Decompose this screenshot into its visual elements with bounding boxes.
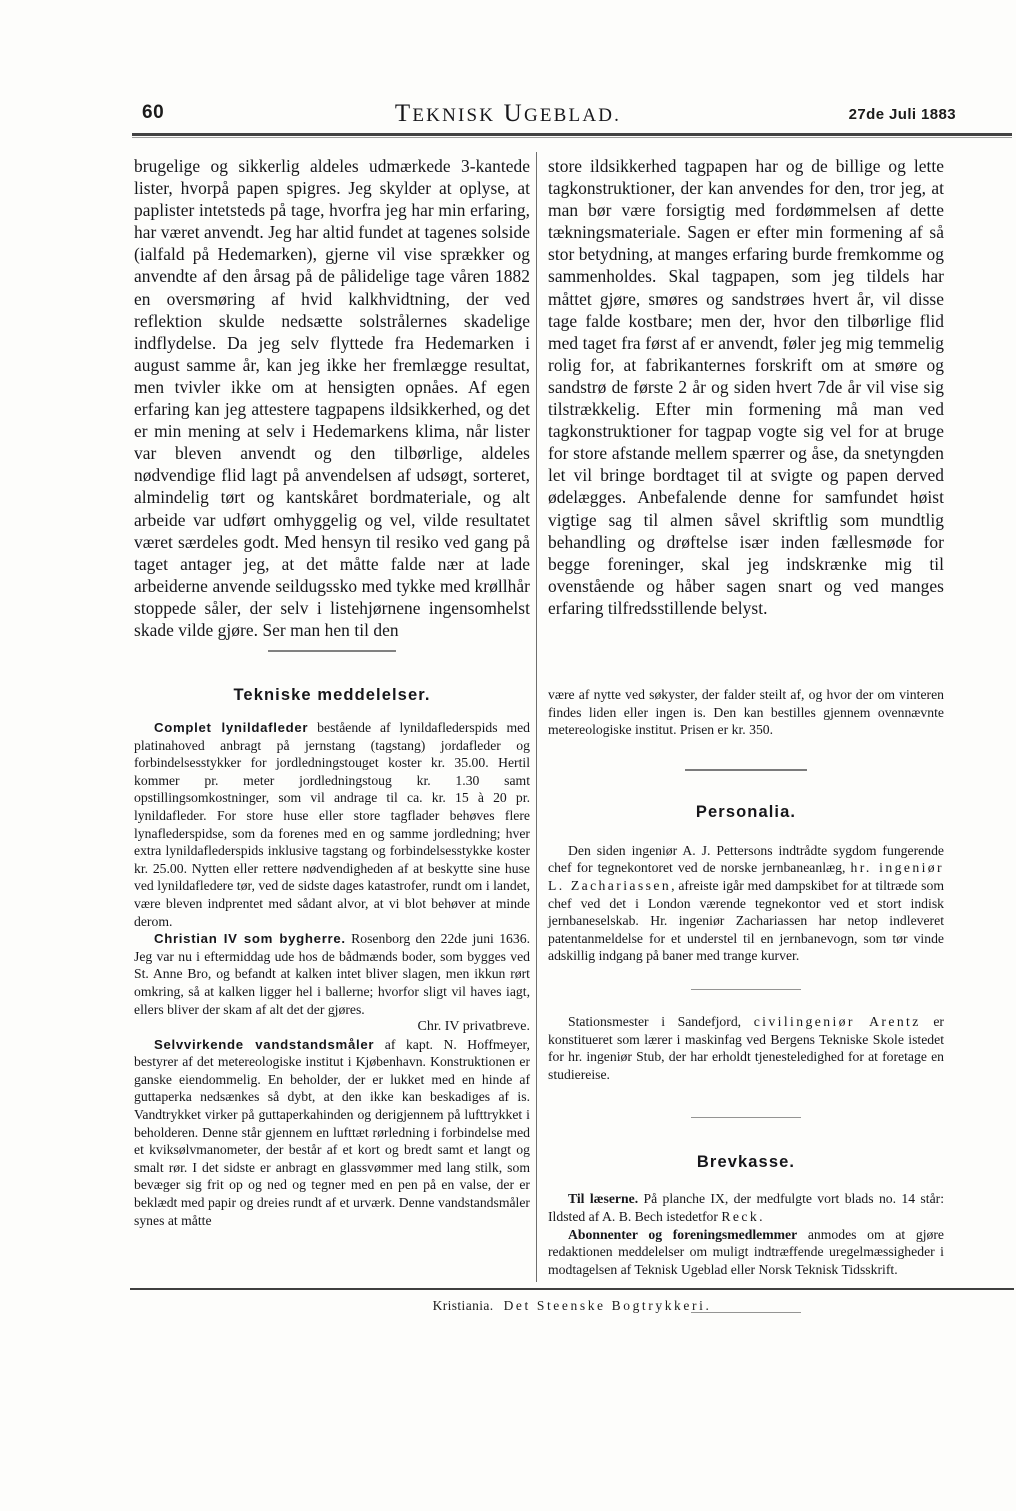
article-continuation-paragraph-right: store ildsikkerhed tagpapen har og de billige og lette tagkonstruktioner, der kan anvendes for den, tror jeg, at man bør være forsigtig med fordømmelsen af dette tækningsmateriale. Sagen er efter min formening af så stor betydning, at manges erfaring burde fremkomme og sammenholdes. Skal tagpapen, som jeg tildels har måttet gjøre, smøres og sandstrøes hvert år, vil disse tage falde kostbare; men der, hvor den tilbørlige flid med taget fra først af er anvendt, føler jeg mig temmelig rolig for, at fabrikanternes forskrift om at smøre og sandstrø de første 2 år og siden hvert 7de år vil vise sig tilstrækkelig. Efter min formening må man ved tagkonstruktioner for tagpap vogte sig vel for at bruge for store afstande mellem spærrer og åse, da snetyngden let vil bringe bordtaget til at svigte og papen derved ødelægges. Anbefalende denne for samfundet høist vigtige sag til almen såvel skriftlig som mundtlig behandling og drøftelse især inden fællesmøde for begge foreninger, skal jeg indskrænke mig til ovenstående og håber sagen snart og ved manges erfaring tilfredsstillende belyst.: [548, 156, 944, 618]
signature-chr-iv: Chr. IV privatbreve.: [417, 1019, 530, 1035]
personalia-name-arentz: civilingeniør Arentz: [753, 1013, 921, 1029]
run-head-abonnenter: Abonnenter og foreningsmedlemmer: [568, 1226, 798, 1242]
personalia-text-2a: Stationsmester i Sandefjord,: [568, 1013, 754, 1029]
journal-title-part-3: U: [495, 100, 524, 127]
journal-title-part-2: EKNISK: [412, 105, 496, 126]
meddelelser-continuation-text: være af nytte ved søkyster, der falder steilt af, og hvor der om vinteren findes liden eller ingen is. Den kan bestilles gjennem ovennævnte metereologiske institut. Prisen er kr. 350.: [548, 687, 944, 738]
meddelelse-item-lynildafleder: [134, 719, 530, 930]
page-number: 60: [142, 102, 165, 123]
ornament-rule-3: [548, 1113, 944, 1123]
meddelelse-text-christian-iv: Rosenborg den 22de juni 1636. Jeg var nu i eftermiddag ude hos de bådmænds boder, som bygges ved St. Anne Bro, og befandt at kalken intet bliver slagen, men ikkun rørt omkring, så at kalken ligger hel i ballerne; hvorfor sligt vil haves iagt, ellers bliver der skam af alt det der gjøres.: [134, 931, 530, 1017]
brevkasse-text-1a: På planche IX, der medfulgte vort blads no. 14 står: Ildsted af A. B. Bech istedetfor: [548, 1191, 945, 1224]
meddelelse-text-lynildafleder: bestående af lynildaflederspids med platinahoved anbragt på jernstang (tagstang) jordafleder og forbindelsesstykker for jordledningstouget koster kr. 35.00. Hertil kommer pr. meter jordledningstoug kr. 1.30 samt opstillingsomkostninger, som vil andrage til ca. kr. 15 à 20 pr. lynildafleder. For store huse eller store tagflader behøves flere lynaflederspidse, som da forenes med en og samme jordledning; hver extra lynildaflederspids inklusive tagstang og forbindelsesstykke koster kr. 25.00. Nytten eller rettere nødvendigheden af at beskytte sine huse ved lynildafledere tør, ved de sidste dages katastrofer, rundt om i landet, være bleven indprentet med sådant alvor, at vi blot behøver at minde derom.: [134, 720, 531, 929]
personalia-text-1b: , afreiste igår med dampskibet for at tiltræde som chef ved det i London værende tegnekontor ved et stort indisk jernbaneselskab. Hr. ingeniør Zachariassen har netop indleveret patentanmeldelse for et understel til en jernbanevogn, som tør vinde adskillig indgang på baner med trange kurver.: [548, 877, 944, 964]
run-head-vandstandsmaaler: Selvvirkende vandstandsmåler: [154, 1036, 375, 1052]
column-divider-rule: [536, 152, 537, 1282]
journal-title: [128, 100, 888, 128]
section-heading-personalia: Personalia.: [695, 802, 797, 821]
article-continuation-paragraph: brugelige og sikkerlig aldeles udmærkede 3-kantede lister, hvorpå papen spigres. Jeg skylder at oplyse, at paplister intetsteds på tage, hvorfra jeg har min erfaring, har været anvendt. Jeg har altid fundet at tagenes solside (ialfald på Hedemarken), gjerne vil vise sprækker og anvendte af den årsag på de pålidelige tage våren 1882 en oversmøring af hvid kalkhvidtning, der ved reflektion skulde nedsætte solstrålernes skadelige indflydelse. Da jeg selv flyttede fra Hedemarken i august samme år, kan jeg ikke her fremlægge resultat, men tvivler ikke om at hensigten opnåes. Af egen erfaring kan jeg attestere tagpapens ildsikkerhed, og det er min mening at selv i Hedemarkens klima, når lister var bleven anvendt og den tilbørlige, aldeles nødvendige flid lagt på anvendelsen af udsøgt, sorteret, almindelig tørt og kantskåret bordmateriale, og alt arbeide var udført omhyggelig og vel, vilde resultatet været særdeles godt. Med hensyn til resiko ved gang på taget antager jeg, at det måtte falde nær at lade arbeiderne anvende seildugssko med tykke med krøllhår stoppede såler, der selv i listehjørnene ingensomhelst skade vilde gjøre. Ser man hen til den: [134, 156, 530, 640]
imprint-press: Det Steenske Bogtrykkeri.: [503, 1298, 712, 1313]
meddelelse-item-vandstandsmaaler: [134, 1036, 530, 1230]
brevkasse-name-reck: Reck: [721, 1208, 760, 1224]
printer-imprint: [130, 1298, 1014, 1314]
personalia-text-2b: er konstitueret som lærer i maskinfag ved Bergens Tekniske Skole istedet for hr. ingeniør Stub, der har erholdt tjenesteledighed for at foretage en studiereise.: [548, 1013, 944, 1082]
right-column-lower: [548, 686, 944, 1318]
journal-title-part-4: GEBLAD.: [523, 105, 622, 126]
imprint-city: Kristiania.: [432, 1298, 494, 1313]
left-column-article: [134, 155, 530, 641]
personalia-item-arentz: [548, 1013, 944, 1083]
run-head-christian-iv: Christian IV som bygherre.: [154, 931, 346, 947]
brevkasse-item-til-laeserne: [548, 1190, 944, 1225]
section-heading-tekniske-meddelelser: Tekniske meddelelser.: [233, 686, 431, 704]
run-head-lynildafleder: Complet lynildafleder: [154, 720, 309, 735]
page-masthead: [128, 100, 1016, 138]
meddelelse-item-christian-iv: [134, 930, 530, 1018]
ornament-rule-2: [548, 985, 944, 995]
personalia-item-zachariassen: [548, 842, 944, 965]
personalia-text-1a: Den siden ingeniør A. J. Pettersons indtrådte sygdom fungerende chef for tegnekontoret ved de norske jernbaneanlæg,: [548, 842, 944, 876]
footer-rule: [130, 1288, 1014, 1290]
brevkasse-text-2a: anmodes om at gjøre redaktionen meddelelser om muligt indtræffende uregelmæssigheder i modtagelsen af Teknisk Ugeblad eller Norsk Teknisk Tidsskrift.: [548, 1226, 944, 1277]
brevkasse-text-1b: .: [759, 1208, 763, 1224]
right-column-article: [548, 155, 944, 619]
section-divider-ornament: [134, 648, 530, 656]
masthead-rule: [132, 133, 1012, 136]
journal-title-part-1: T: [394, 100, 413, 127]
personalia-name-zachariassen: hr. ingeniør L. Zachariassen: [548, 860, 944, 893]
brevkasse-item-abonnenter: [548, 1226, 944, 1279]
section-heading-brevkasse: Brevkasse.: [696, 1153, 796, 1172]
issue-date: 27de Juli 1883: [848, 106, 956, 123]
tekniske-meddelelser-section: [134, 686, 530, 1229]
meddelelse-text-vandstandsmaaler: af kapt. N. Hoffmeyer, bestyrer af det metereologiske institut i Kjøbenhavn. Konstruktionen er ganske eiendommelig. En beholder, der er lukket med en hinde af guttaperka nedsænkes så dybt, at den ikke kan beskadiges af is. Vandtrykket virker på guttaperkahinden og derigjennem på lufttrykket i beholderen. Denne står gjennem en lufttæt rørledning i forbindelse med et kviksølvmanometer, der består af et kort og bredt samt et langt og smalt rør. I det sidste er anbragt en glassvømmer med lang stilk, som bevæger sig frit op og ned og tegner med en pen på en valse, der er beklædt med papir og dreies rundt af et urværk. Denne vandstandsmåler synes at måtte: [134, 1036, 530, 1228]
run-head-til-laeserne: Til læserne.: [568, 1191, 639, 1207]
ornament-rule-1: [548, 765, 944, 775]
